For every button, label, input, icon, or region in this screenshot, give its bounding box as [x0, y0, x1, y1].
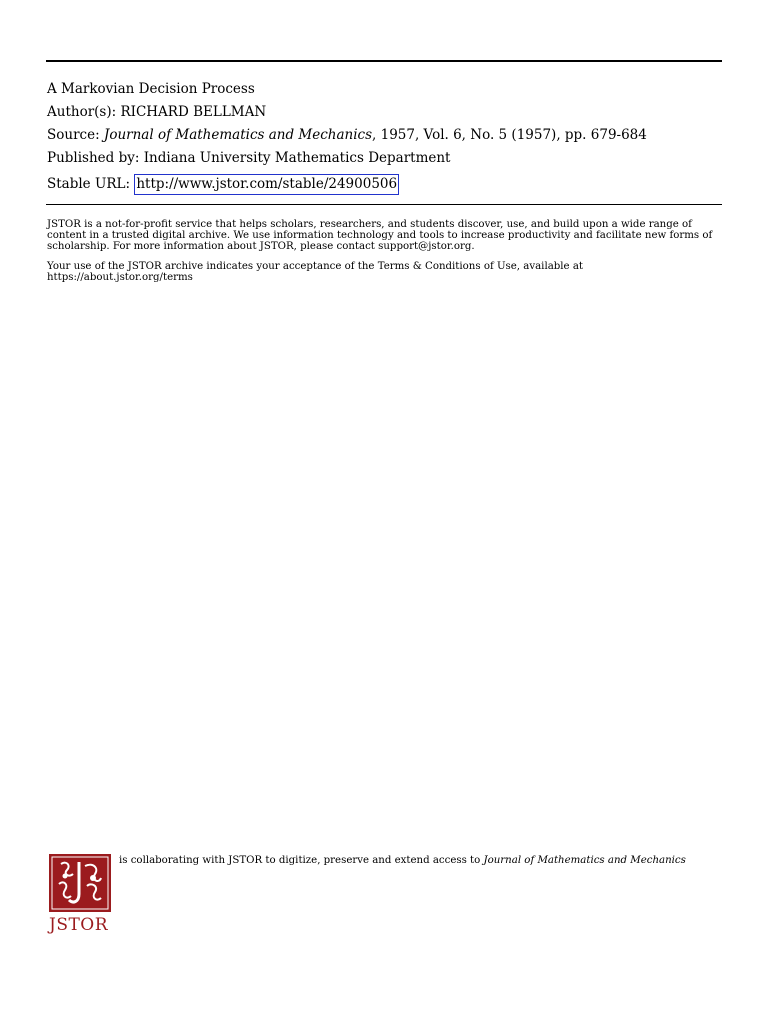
collab-statement: is collaborating with JSTOR to digitize, preserve and extend access to [119, 855, 484, 866]
article-title: A Markovian Decision Process [47, 81, 255, 97]
top-rule [46, 60, 722, 62]
publisher-line [47, 147, 727, 170]
author-name: RICHARD BELLMAN [120, 104, 267, 120]
publisher-name: Indiana University Mathematics Department [143, 150, 451, 166]
stable-url-link[interactable]: http://www.jstor.com/stable/24900506 [134, 174, 399, 195]
jstor-logo-icon [49, 854, 111, 912]
collab-journal-title: Journal of Mathematics and Mechanics [483, 855, 686, 866]
collaboration-footer [47, 852, 727, 942]
article-metadata [47, 78, 727, 196]
stable-url-line [47, 173, 727, 196]
journal-title: Journal of Mathematics and Mechanics [103, 127, 373, 143]
notice-paragraph-2: Your use of the JSTOR archive indicates your acceptance of the Terms & Conditions of Use, available at https://about.jstor.org/terms [47, 261, 583, 284]
notice-paragraph-1: JSTOR is a not-for-profit service that helps scholars, researchers, and students discover, use, and build upon a wide range of content in a trusted digital archive. We use information technology and tools to increase productivity and facilitate new forms of scholarship. For more information about JSTOR, please contact support@jstor.org. [47, 219, 713, 252]
jstor-logo-text: JSTOR [49, 915, 109, 935]
jstor-logo [49, 854, 115, 935]
author-label: Author(s): [47, 104, 117, 120]
publisher-label: Published by: [47, 150, 140, 166]
jstor-notice [47, 220, 727, 294]
middle-rule [46, 204, 722, 205]
author-line [47, 101, 727, 124]
source-line [47, 124, 727, 147]
collaboration-text [119, 855, 719, 866]
source-details: , 1957, Vol. 6, No. 5 (1957), pp. 679-684 [372, 127, 647, 143]
stable-url-label: Stable URL: [47, 176, 131, 192]
source-label: Source: [47, 127, 100, 143]
